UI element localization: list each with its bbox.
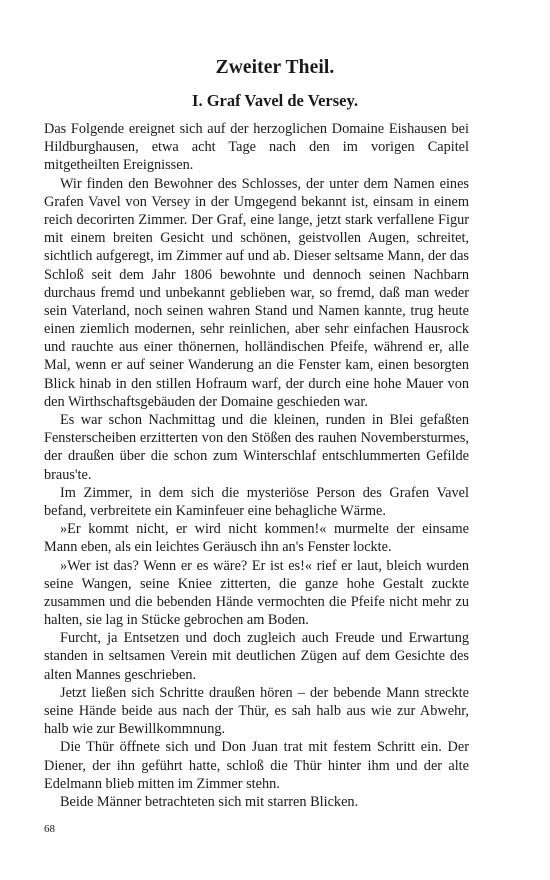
paragraph: Es war schon Nachmittag und die kleinen, runden in Blei gefaßten Fensterscheiben erzitterten von den Stößen des rauhen Novembersturmes, der draußen über die schon zum Winterschlaf entschlummerten Gefilde braus'te. <box>44 412 469 483</box>
paragraph: »Er kommt nicht, er wird nicht kommen!« murmelte der einsame Mann eben, als ein leichtes Geräusch ihn an's Fenster lockte. <box>44 521 469 556</box>
paragraph: Die Thür öffnete sich und Don Juan trat mit festem Schritt ein. Der Diener, der ihn geführt hatte, schloß die Thür hinter ihm und der alte Edelmann blieb mitten im Zimmer stehn. <box>44 739 469 792</box>
chapter-title: I. Graf Vavel de Versey. <box>192 91 358 110</box>
paragraph: Wir finden den Bewohner des Schlosses, der unter dem Namen eines Grafen Vavel von Versey in der Umgegend bekannt ist, einsam in einem reich decorirten Zimmer. Der Graf, eine lange, jetzt stark verfallene Figur mit einem breiten Gesicht und schönen, geistvollen Augen, schreitet, sichtlich aufgeregt, im Zimmer auf und ab. Dieser seltsame Mann, der das Schloß seit dem Jahr 1806 bewohnte und dennoch seinen Nachbarn durchaus fremd und unbekannt geblieben war, so fremd, daß man weder sein Vaterland, noch seinen wahren Stand und Namen kannte, trug heute einen ziemlich modernen, sehr reinlichen, aber sehr einfachen Hausrock und rauchte aus einer thönernen, holländischen Pfeife, während er, alle Mal, wenn er auf seiner Wanderung an die Fenster kam, einen besorgten Blick hinab in den stillen Hofraum warf, der durch eine hohe Mauer von den Wirthschaftsgebäuden der Domaine geschieden war. <box>44 175 469 410</box>
page-number: 68 <box>44 823 55 835</box>
paragraph: Beide Männer betrachteten sich mit starren Blicken. <box>60 793 359 810</box>
part-title: Zweiter Theil. <box>215 57 335 78</box>
paragraph: Furcht, ja Entsetzen und doch zugleich auch Freude und Erwartung standen in seltsamen Verein mit deutlichen Zügen auf dem Gesichte des alten Mannes geschrieben. <box>44 630 469 683</box>
paragraph: »Wer ist das? Wenn er es wäre? Er ist es!« rief er laut, bleich wurden seine Wangen, seine Kniee zitterten, die ganze hohe Gestalt zuckte zusammen und die bebenden Hände vermochten die Pfeife nicht mehr zu halten, sie lag in Stücke gebrochen am Boden. <box>44 557 469 629</box>
paragraph: Im Zimmer, in dem sich die mysteriöse Person des Grafen Vavel befand, verbreitete ein Kaminfeuer eine behagliche Wärme. <box>44 484 469 519</box>
paragraph: Das Folgende ereignet sich auf der herzoglichen Domaine Eishausen bei Hildburghausen, etwa acht Tage nach den im vorigen Capitel mitgetheilten Ereignissen. <box>44 121 469 174</box>
body-text <box>44 120 469 811</box>
paragraph: Jetzt ließen sich Schritte draußen hören – der bebende Mann streckte seine Hände beide aus nach der Thür, es sah halb aus wie zur Abwehr, halb wie zur Bewillkommnung. <box>44 684 469 738</box>
